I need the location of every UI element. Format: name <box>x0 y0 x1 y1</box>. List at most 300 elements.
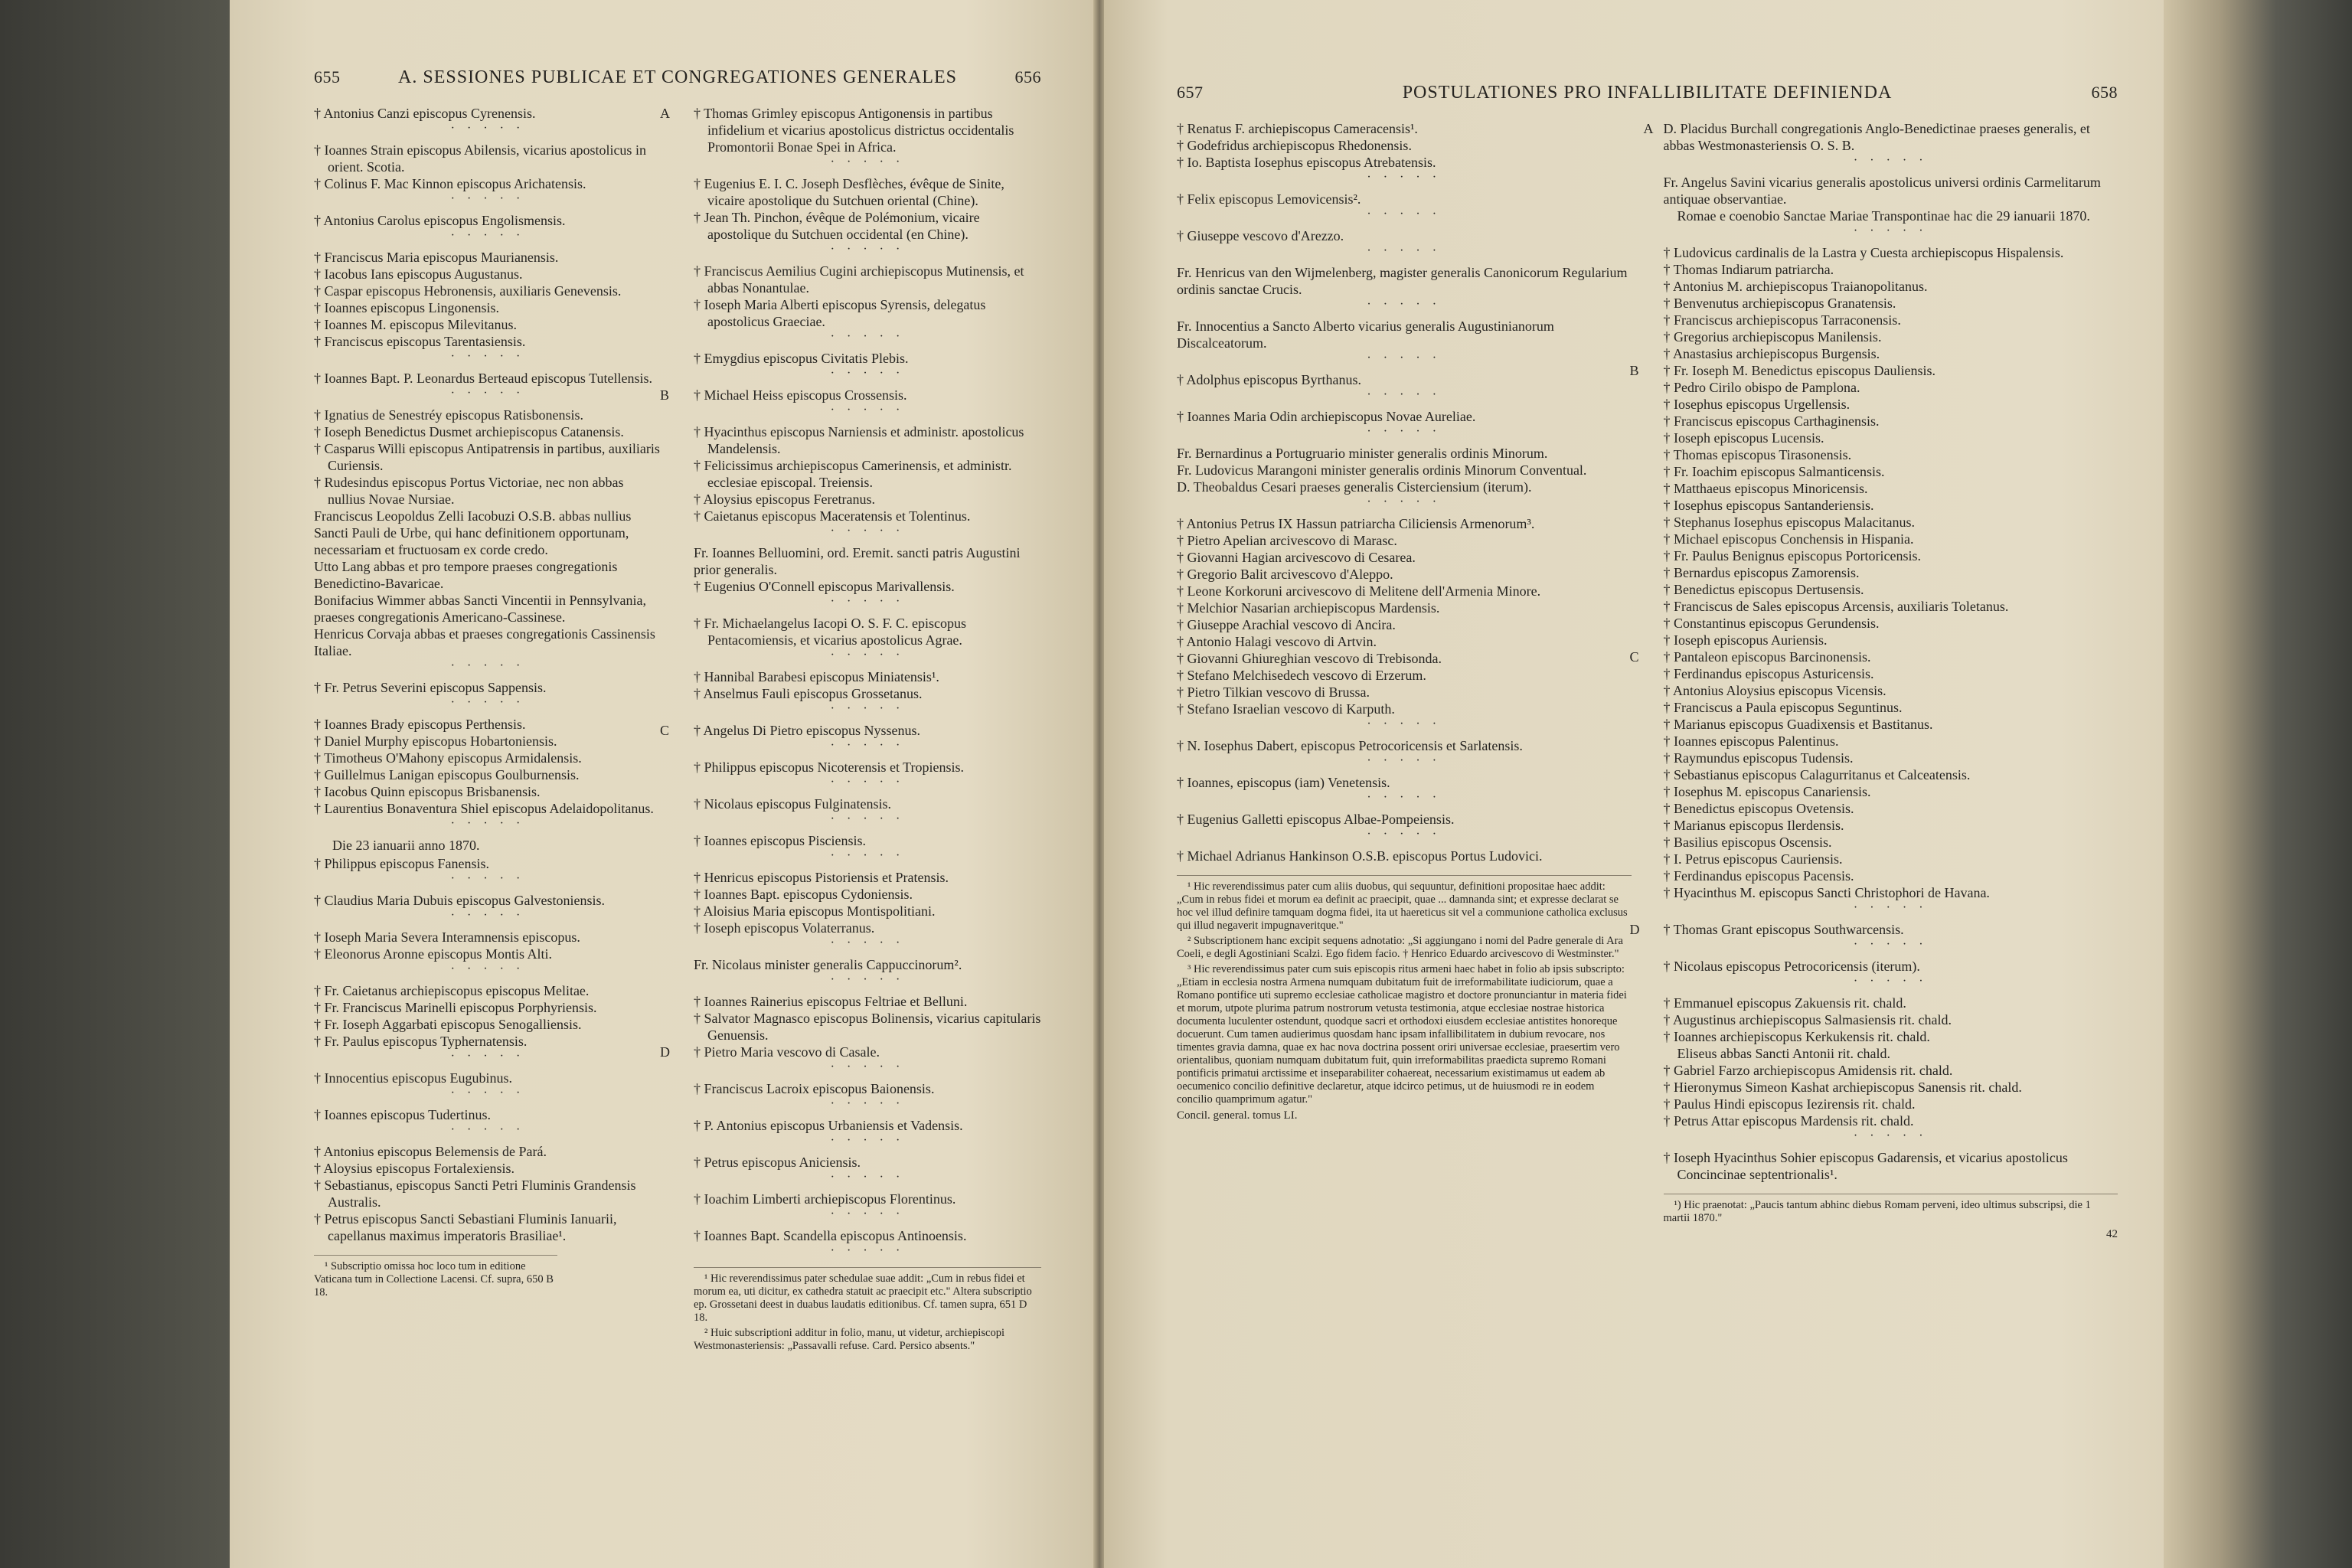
signatory-text: † Franciscus archiepiscopus Tarraconensis. <box>1663 312 1901 328</box>
ellipsis-separator: · · · · · <box>830 1171 905 1184</box>
signatory-entry <box>694 544 1041 578</box>
signatory-entry <box>314 982 662 999</box>
signatory-text: † Pietro Apelian arcivescovo di Marasc. <box>1177 533 1397 548</box>
ellipsis-separator: · · · · · <box>830 367 905 380</box>
signatory-text: † Hannibal Barabesi episcopus Miniatensis¹. <box>694 669 939 684</box>
signatory-entry: C † Pantaleon episcopus Barcinonensis. <box>1629 649 1871 665</box>
signatory-entry <box>314 592 662 626</box>
signatory-entry <box>1664 665 2118 682</box>
signatory-entry <box>314 1106 662 1123</box>
signatory-entry <box>694 296 1041 330</box>
signatory-text: † Pedro Cirilo obispo de Pamplona. <box>1663 380 1860 395</box>
signatory-text: † Caspar episcopus Hebronensis, auxiliaris Genevensis. <box>314 283 622 299</box>
signature-line <box>1177 1109 1632 1122</box>
signatory-text: † Stephanus Iosephus episcopus Malacitanus. <box>1663 514 1915 530</box>
signatory-text: † Fr. Franciscus Marinelli episcopus Porphyriensis. <box>314 1000 597 1015</box>
signatory-text: † Hieronymus Simeon Kashat archiepiscopus Sanensis rit. chald. <box>1663 1080 2022 1095</box>
signatory-text: † Anastasius archiepiscopus Burgensis. <box>1663 346 1880 361</box>
signatory-entry: B † Michael Heiss episcopus Crossensis. <box>660 387 907 403</box>
ellipsis-separator: · · · · · <box>450 1086 525 1099</box>
signatory-entry <box>314 333 662 350</box>
signatory-entry <box>1177 515 1632 532</box>
signatory-entry <box>1664 783 2118 800</box>
date-line: Die 23 ianuarii anno 1870. <box>332 838 480 853</box>
signatory-entry <box>694 685 1041 702</box>
signatory-text: † Antonius Carolus episcopus Engolismensis. <box>314 213 566 228</box>
signatory-entry <box>314 800 662 817</box>
signatory-entry <box>1177 227 1632 244</box>
signatory-entry <box>1664 1028 2118 1045</box>
signatory-entry <box>1177 599 1632 616</box>
right-running-head <box>1177 83 2118 103</box>
signatory-text: † Fr. Michaelangelus Iacopi O. S. F. C. episcopus Pentacomiensis, et vicarius apostolicus Agrae. <box>694 616 967 648</box>
right-page-column-2 <box>1629 120 2118 1241</box>
signatory-text: † Stefano Israelian vescovo di Karputh. <box>1177 701 1395 717</box>
signatory-text: † Philippus episcopus Nicoterensis et Tropiensis. <box>694 760 965 775</box>
signatory-entry <box>314 283 662 299</box>
signatory-text: † Ioannes episcopus Pisciensis. <box>694 833 866 848</box>
signatory-text: † Thomas Indiarum patriarcha. <box>1663 262 1834 277</box>
signatory-text: † Ferdinandus episcopus Pacensis. <box>1663 868 1854 884</box>
signatory-entry <box>314 679 662 696</box>
signatory-entry: D † Thomas Grant episcopus Southwarcensis. <box>1629 922 1904 937</box>
signatory-entry <box>1177 774 1632 791</box>
signatory-text: † Antonius episcopus Belemensis de Pará. <box>314 1144 547 1159</box>
signatory-text: † Gregorius archiepiscopus Manilensis. <box>1663 329 1882 345</box>
signatory-text: † Thomas episcopus Tirasonensis. <box>1663 447 1852 462</box>
signatory-entry <box>314 558 662 592</box>
signatory-text: † Franciscus a Paula episcopus Seguntinus. <box>1663 700 1903 715</box>
signatory-entry <box>314 370 662 387</box>
signatory-text: † Gregorio Balit arcivescovo d'Aleppo. <box>1177 567 1393 582</box>
signatory-entry <box>694 615 1041 648</box>
signatory-entry <box>314 892 662 909</box>
signatory-text: † Thomas Grimley episcopus Antigonensis in partibus infidelium et vicarius apostolicus districtus occidentalis Promontorii Bonae Spei in Africa. <box>694 106 1014 155</box>
signatory-entry <box>314 474 662 508</box>
signatory-entry <box>1177 684 1632 701</box>
signatory-entry <box>1664 413 2118 430</box>
signatory-text: † Marianus episcopus Ilerdensis. <box>1663 818 1844 833</box>
ellipsis-separator: · · · · · <box>450 1123 525 1136</box>
signatory-text: † Eleonorus Aronne episcopus Montis Alti. <box>314 946 552 962</box>
signatory-text: † N. Iosephus Dabert, episcopus Petrocoricensis et Sarlatensis. <box>1177 738 1523 753</box>
signatory-text: Bonifacius Wimmer abbas Sancti Vincentii in Pennsylvania, praeses congregationis Americano-Cassinese. <box>314 593 646 625</box>
signatory-text: † Ignatius de Senestréy episcopus Ratisbonensis. <box>314 407 583 423</box>
signatory-entry <box>1177 616 1632 633</box>
footnote: ¹ Hic reverendissimus pater cum aliis duobus, qui sequuntur, definitioni propositae haec addit: „Cum in rebus fidei et morum ea definit ac praecipit, quae ... damnanda sint; et expresse declarat se hoc vel illud definire tamquam dogma fidei, ita ut haereticus sit vel a communione catholica exclusus qui illud negaverit impugnaveritque." <box>1177 880 1628 932</box>
ellipsis-separator: · · · · · <box>1853 154 1928 167</box>
signatory-entry <box>1664 884 2118 901</box>
ellipsis-separator: · · · · · <box>830 1097 905 1110</box>
volume-signature: Concil. general. tomus LI. <box>1177 1109 1298 1122</box>
signatory-entry <box>1664 497 2118 514</box>
signatory-text: † Colinus F. Mac Kinnon episcopus Arichatensis. <box>314 176 586 191</box>
signatory-text: † Pietro Maria vescovo di Casale. <box>694 1044 880 1060</box>
signatory-entry <box>314 1160 662 1177</box>
signatory-entry <box>1177 549 1632 566</box>
signatory-entry <box>694 1010 1041 1044</box>
signatory-entry <box>314 249 662 266</box>
signatory-entry <box>314 783 662 800</box>
signatory-entry: B † Fr. Ioseph M. Benedictus episcopus Dauliensis. <box>1629 363 1936 378</box>
signatory-text: † Henricus episcopus Pistoriensis et Pratensis. <box>694 870 949 885</box>
signatory-text: † Ioseph episcopus Auriensis. <box>1663 632 1828 648</box>
signatory-entry <box>1664 396 2118 413</box>
signatory-text: † Philippus episcopus Fanensis. <box>314 856 490 871</box>
signatory-text: † Ioannes Bapt. Scandella episcopus Antinoensis. <box>694 1228 967 1243</box>
signatory-text: † Ioseph Maria Alberti episcopus Syrensis, delegatus apostolicus Graeciae. <box>694 297 986 329</box>
signatory-entry <box>314 1016 662 1033</box>
signatory-entry: D † Pietro Maria vescovo di Casale. <box>660 1044 880 1060</box>
signatory-text: † Hyacinthus episcopus Narniensis et administr. apostolicus Mandelensis. <box>694 424 1024 456</box>
signatory-text: † Ioannes Bapt. episcopus Cydoniensis. <box>694 887 913 902</box>
signatory-entry <box>1177 532 1632 549</box>
signatory-text: † Fr. Ioseph Aggarbati episcopus Senogalliensis. <box>314 1017 582 1032</box>
ellipsis-separator: · · · · · <box>1367 388 1442 401</box>
signatory-text: † Laurentius Bonaventura Shiel episcopus Adelaidopolitanus. <box>314 801 654 816</box>
ellipsis-separator: · · · · · <box>450 909 525 922</box>
signatory-text: † Ioseph Benedictus Dusmet archiepiscopus Catanensis. <box>314 424 624 439</box>
left-page <box>230 0 1095 1568</box>
footnote: ¹) Hic praenotat: „Paucis tantum abhinc diebus Romam perveni, ideo ultimus subscripsi, die 1 martii 1870." <box>1663 1199 2091 1224</box>
signatory-text: † Petrus episcopus Sancti Sebastiani Fluminis Ianuarii, capellanus maximus imperatoris Brasiliae¹. <box>314 1211 617 1243</box>
ellipsis-separator: · · · · · <box>1853 975 1928 988</box>
signatory-text: † Antonius M. archiepiscopus Traianopolitanus. <box>1663 279 1928 294</box>
signatory-text: † Timotheus O'Mahony episcopus Armidalensis. <box>314 750 582 766</box>
signatory-entry <box>314 316 662 333</box>
signatory-text: † Antonius Aloysius episcopus Vicensis. <box>1663 683 1886 698</box>
signatory-text: † Raymundus episcopus Tudensis. <box>1663 750 1854 766</box>
right-page-title: POSTULATIONES PRO INFALLIBILITATE DEFINIENDA <box>1402 83 1893 103</box>
margin-section-letter: A <box>1643 121 1654 136</box>
signatory-entry <box>314 440 662 474</box>
signatory-text: † Claudius Maria Dubuis episcopus Galvestoniensis. <box>314 893 605 908</box>
signatory-entry <box>1664 278 2118 295</box>
signatory-entry <box>314 626 662 659</box>
signatory-text: † Fr. Petrus Severini episcopus Sappensis. <box>314 680 547 695</box>
signatory-entry <box>1664 295 2118 312</box>
signatory-text: † Caietanus episcopus Maceratensis et Tolentinus. <box>694 508 971 524</box>
signatory-entry <box>1177 120 1632 137</box>
ellipsis-separator: · · · · · <box>830 849 905 862</box>
signatory-entry <box>1664 174 2118 207</box>
signatory-text: † Ioannes archiepiscopus Kerkukensis rit. chald. <box>1663 1029 1930 1044</box>
signatory-text: † Antonius Petrus IX Hassun patriarcha Ciliciensis Armenorum³. <box>1177 516 1535 531</box>
ellipsis-separator: · · · · · <box>1367 791 1442 804</box>
signatory-text: † Benedictus episcopus Dertusensis. <box>1663 582 1864 597</box>
signatory-text: Romae e coenobio Sanctae Mariae Transpontinae hac die 29 ianuarii 1870. <box>1677 208 2090 224</box>
signatory-text: † Guillelmus Lanigan episcopus Goulburnensis. <box>314 767 580 782</box>
signatory-entry <box>1664 480 2118 497</box>
ellipsis-separator: · · · · · <box>830 595 905 608</box>
signatory-entry <box>694 886 1041 903</box>
signatory-entry <box>314 999 662 1016</box>
signatory-entry <box>1664 244 2118 261</box>
signatory-text: † Petrus episcopus Aniciensis. <box>694 1155 861 1170</box>
signatory-text: † Franciscus episcopus Tarentasiensis. <box>314 334 526 349</box>
signatory-entry <box>314 1210 662 1244</box>
ellipsis-separator: · · · · · <box>450 962 525 975</box>
signatory-entry <box>314 855 662 872</box>
signatory-text: Fr. Angelus Savini vicarius generalis apostolicus universi ordinis Carmelitarum antiquae observantiae. <box>1663 175 2101 207</box>
left-col2-footnotes <box>694 1267 1041 1353</box>
signatory-text: † Leone Korkoruni arcivescovo di Melitene dell'Armenia Minore. <box>1177 583 1541 599</box>
page-number-658: 658 <box>2091 83 2118 102</box>
signatory-entry <box>314 766 662 783</box>
signatory-text: † Franciscus de Sales episcopus Arcensis, auxiliaris Toletanus. <box>1663 599 2009 614</box>
signatory-text: † Antonius Canzi episcopus Cyrenensis. <box>314 106 536 121</box>
signatory-text: Fr. Henricus van den Wijmelenberg, magister generalis Canonicorum Regularium ordinis sanctae Crucis. <box>1177 265 1628 297</box>
signatory-text: Fr. Innocentius a Sancto Alberto vicarius generalis Augustinianorum Discalceatorum. <box>1177 318 1554 351</box>
signatory-entry: C † Angelus Di Pietro episcopus Nyssenus. <box>660 723 920 738</box>
ellipsis-separator: · · · · · <box>1853 1129 1928 1142</box>
left-page-column-2 <box>660 105 1041 1355</box>
signatory-text: † Marianus episcopus Guadixensis et Bastitanus. <box>1663 717 1933 732</box>
ellipsis-separator: · · · · · <box>830 973 905 986</box>
ellipsis-separator: · · · · · <box>1853 938 1928 951</box>
signatory-entry <box>1664 261 2118 278</box>
right-col2-footnotes <box>1664 1194 2118 1241</box>
signatory-entry <box>314 716 662 733</box>
ellipsis-separator: · · · · · <box>830 1134 905 1147</box>
signatory-text: † Felicissimus archiepiscopus Camerinensis, et administr. ecclesiae episcopal. Treiensis. <box>694 458 1012 490</box>
signatory-entry <box>1177 650 1632 667</box>
signatory-text: † Franciscus Maria episcopus Maurianensis. <box>314 250 559 265</box>
page-number-655: 655 <box>314 67 341 87</box>
signatory-entry <box>1664 446 2118 463</box>
ellipsis-separator: · · · · · <box>1367 171 1442 184</box>
signatory-entry <box>694 1117 1041 1134</box>
signatory-entry <box>314 175 662 192</box>
signatory-entry <box>314 1070 662 1086</box>
signatory-text: D. Placidus Burchall congregationis Anglo-Benedictinae praeses generalis, et abbas Westmonasteriensis O. S. B. <box>1663 121 2090 153</box>
signatory-text: † Sebastianus episcopus Calagurritanus et Calceatensis. <box>1663 767 1971 782</box>
signatory-entry <box>314 929 662 946</box>
ellipsis-separator: · · · · · <box>830 648 905 662</box>
signatory-text: † Franciscus Lacroix episcopus Baionensis. <box>694 1081 935 1096</box>
signatory-text: † Io. Baptista Iosephus episcopus Atrebatensis. <box>1177 155 1436 170</box>
signatory-text: † Thomas Grant episcopus Southwarcensis. <box>1663 922 1904 937</box>
signatory-entry <box>694 578 1041 595</box>
ellipsis-separator: · · · · · <box>450 817 525 830</box>
ellipsis-separator: · · · · · <box>450 387 525 400</box>
signatory-entry <box>694 832 1041 849</box>
signatory-text: Henricus Corvaja abbas et praeses congregationis Cassinensis Italiae. <box>314 626 655 658</box>
signatory-text: † Eugenius Galletti episcopus Albae-Pompeiensis. <box>1177 812 1455 827</box>
ellipsis-separator: · · · · · <box>830 330 905 343</box>
signatory-text: † Emmanuel episcopus Zakuensis rit. chald. <box>1663 995 1906 1011</box>
signatory-text: † Nicolaus episcopus Fulginatensis. <box>694 796 891 812</box>
signatory-entry <box>694 668 1041 685</box>
footnote: ² Subscriptionem hanc excipit sequens adnotatio: „Si aggiungano i nomi del Padre generale di Ara Coeli, e degli Agostiniani Scalzi. Ego fidem facio. † Henrico Eduardo arcivescovo di Westminster." <box>1177 935 1623 960</box>
left-running-head <box>314 67 1041 88</box>
signatory-entry <box>1664 817 2118 834</box>
ellipsis-separator: · · · · · <box>1853 224 1928 237</box>
signatory-text: † Jean Th. Pinchon, évêque de Polémonium, vicaire apostolique du Sutchuen occidental (en Chine). <box>694 210 980 242</box>
signatory-text: Eliseus abbas Sancti Antonii rit. chald. <box>1677 1046 1890 1061</box>
signatory-entry <box>694 1191 1041 1207</box>
signatory-entry <box>314 750 662 766</box>
signatory-entry <box>1664 379 2118 396</box>
signatory-text: Fr. Ioannes Belluomini, ord. Eremit. sancti patris Augustini prior generalis. <box>694 545 1021 577</box>
signatory-text: † Fr. Paulus Benignus episcopus Portoricensis. <box>1663 548 1921 564</box>
ellipsis-separator: · · · · · <box>830 702 905 715</box>
signatory-entry <box>1177 191 1632 207</box>
signatory-entry <box>1177 154 1632 171</box>
signatory-entry <box>1177 633 1632 650</box>
signatory-entry <box>694 263 1041 296</box>
signatory-entry <box>314 266 662 283</box>
signatory-text: † Aloysius episcopus Fortalexiensis. <box>314 1161 514 1176</box>
signatory-text: † Eugenius O'Connell episcopus Marivallensis. <box>694 579 955 594</box>
signatory-entry <box>694 956 1041 973</box>
signatory-text: † Fr. Ioseph M. Benedictus episcopus Dauliensis. <box>1663 363 1936 378</box>
signatory-entry <box>1664 531 2118 547</box>
ellipsis-separator: · · · · · <box>450 872 525 885</box>
signatory-entry <box>1177 462 1632 479</box>
signatory-entry <box>314 733 662 750</box>
ellipsis-separator: · · · · · <box>450 659 525 672</box>
signatory-text: † Ioannes episcopus Tudertinus. <box>314 1107 491 1122</box>
signatory-entry <box>1664 958 2118 975</box>
ellipsis-separator: · · · · · <box>1367 425 1442 438</box>
signatory-text: † Daniel Murphy episcopus Hobartoniensis. <box>314 733 557 749</box>
signatory-entry <box>314 423 662 440</box>
signatory-entry <box>1664 430 2118 446</box>
signatory-entry <box>1664 682 2118 699</box>
signatory-entry <box>314 1033 662 1050</box>
signatory-text: † Iacobus Ians episcopus Augustanus. <box>314 266 523 282</box>
page-number-657: 657 <box>1177 83 1204 102</box>
ellipsis-separator: · · · · · <box>830 1207 905 1220</box>
ellipsis-separator: · · · · · <box>1367 495 1442 508</box>
ellipsis-separator: · · · · · <box>1367 207 1442 220</box>
ellipsis-separator: · · · · · <box>1367 298 1442 311</box>
signatory-text: † Augustinus archiepiscopus Salmasiensis rit. chald. <box>1663 1012 1952 1027</box>
signatory-text: † Ioannes Rainerius episcopus Feltriae et Belluni. <box>694 994 968 1009</box>
signatory-text: † Michael episcopus Conchensis in Hispania. <box>1663 531 1914 547</box>
signatory-entry <box>1664 463 2118 480</box>
signatory-text: † Antonio Halagi vescovo di Artvin. <box>1177 634 1377 649</box>
signatory-entry <box>314 508 662 558</box>
signatory-entry <box>1664 834 2118 851</box>
signatory-entry <box>1177 566 1632 583</box>
signatory-text: † Ioseph episcopus Lucensis. <box>1663 430 1824 446</box>
signatory-entry <box>1664 564 2118 581</box>
signatory-text: † Basilius episcopus Oscensis. <box>1663 835 1832 850</box>
signatory-entry <box>694 209 1041 243</box>
signatory-text: † Fr. Ioachim episcopus Salmanticensis. <box>1663 464 1885 479</box>
signatory-entry <box>1664 1062 2118 1079</box>
signatory-entry <box>694 175 1041 209</box>
signatory-entry <box>1664 581 2118 598</box>
signatory-text: † Ioseph Hyacinthus Sohier episcopus Gadarensis, et vicarius apostolicus Concincinae septentrionalis¹. <box>1663 1150 2068 1182</box>
signatory-entry <box>1664 766 2118 783</box>
signatory-text: Utto Lang abbas et pro tempore praeses congregationis Benedictino-Bavaricae. <box>314 559 618 591</box>
signatory-text: † Iosephus episcopus Urgellensis. <box>1663 397 1851 412</box>
right-page-column-1 <box>1177 120 1632 1241</box>
signatory-entry <box>1664 312 2118 328</box>
signatory-text: † Salvator Magnasco episcopus Bolinensis, vicarius capitularis Genuensis. <box>694 1011 1041 1043</box>
signatory-entry <box>314 299 662 316</box>
signatory-text: † Emygdius episcopus Civitatis Plebis. <box>694 351 909 366</box>
signatory-text: † Ioseph episcopus Volaterranus. <box>694 920 875 936</box>
signatory-entry <box>694 869 1041 886</box>
signatory-text: Fr. Ludovicus Marangoni minister generalis ordinis Minorum Conventual. <box>1177 462 1587 478</box>
signatory-text: † Michael Adrianus Hankinson O.S.B. episcopus Portus Ludovici. <box>1177 848 1543 864</box>
ellipsis-separator: · · · · · <box>450 122 525 135</box>
page-number-656: 656 <box>1014 67 1041 87</box>
signatory-entry <box>1177 667 1632 684</box>
signatory-entry <box>1177 701 1632 717</box>
signatory-entry <box>1664 1011 2118 1028</box>
signatory-text: † Petrus Attar episcopus Mardensis rit. chald. <box>1663 1113 1914 1129</box>
signatory-text: † Iosephus episcopus Santanderiensis. <box>1663 498 1874 513</box>
signatory-text: † Stefano Melchisedech vescovo di Erzerum. <box>1177 668 1426 683</box>
signatory-text: † Giovanni Ghiureghian vescovo di Trebisonda. <box>1177 651 1442 666</box>
ellipsis-separator: · · · · · <box>1367 244 1442 257</box>
signatory-entry <box>694 508 1041 524</box>
signatory-text: † Iacobus Quinn episcopus Brisbanensis. <box>314 784 541 799</box>
signatory-text: † Ioannes Maria Odin archiepiscopus Novae Aureliae. <box>1177 409 1476 424</box>
signatory-entry <box>314 1177 662 1210</box>
signatory-text: † Gabriel Farzo archiepiscopus Amidensis rit. chald. <box>1663 1063 1953 1078</box>
signatory-text: † Giovanni Hagian arcivescovo di Cesarea. <box>1177 550 1416 565</box>
ellipsis-separator: · · · · · <box>830 403 905 416</box>
right-col1-footnotes <box>1177 875 1632 1122</box>
signatory-entry <box>1664 699 2118 716</box>
signatory-text: † Felix episcopus Lemovicensis². <box>1177 191 1361 207</box>
signatory-entry <box>1177 848 1632 864</box>
signatory-text: † Ioannes Strain episcopus Abilensis, vicarius apostolicus in orient. Scotia. <box>314 142 646 175</box>
signatory-entry <box>314 212 662 229</box>
signatory-text: † Fr. Caietanus archiepiscopus episcopus Melitae. <box>314 983 590 998</box>
signatory-entry <box>1664 514 2118 531</box>
signatory-entry: A † Thomas Grimley episcopus Antigonensis in partibus infidelium et vicarius apostolicus districtus occidentalis Promontorii Bonae Spei in Africa. <box>660 106 1014 155</box>
signatory-entry <box>694 1154 1041 1171</box>
signatory-text: † Benedictus episcopus Ovetensis. <box>1663 801 1854 816</box>
signatory-entry <box>1664 995 2118 1011</box>
signatory-text: † Paulus Hindi episcopus Iezirensis rit. chald. <box>1663 1096 1916 1112</box>
footnote: ¹ Subscriptio omissa hoc loco tum in editione Vaticana tum in Collectione Lacensi. Cf. supra, 650 B 18. <box>314 1260 554 1298</box>
ellipsis-separator: · · · · · <box>1367 828 1442 841</box>
signatory-text: † Bernardus episcopus Zamorensis. <box>1663 565 1860 580</box>
signatory-text: † Franciscus episcopus Carthaginensis. <box>1663 413 1880 429</box>
signatory-entry <box>1664 800 2118 817</box>
ellipsis-separator: · · · · · <box>830 1244 905 1257</box>
signatory-entry <box>1664 207 2118 224</box>
signatory-text: † Hyacinthus M. episcopus Sancti Christophori de Havana. <box>1663 885 1990 900</box>
signatory-text: † Fr. Paulus episcopus Typhernatensis. <box>314 1034 528 1049</box>
signatory-text: † Constantinus episcopus Gerundensis. <box>1663 616 1880 631</box>
signatory-entry <box>1664 547 2118 564</box>
footnote: ¹ Hic reverendissimus pater schedulae suae addit: „Cum in rebus fidei et morum ea, uti dicitur, ex cathedra statuit ac praecipit etc." Altera subscriptio ep. Grossetani deest in duabus laudatis editionibus. Cf. tamen supra, 651 D 18. <box>694 1272 1032 1324</box>
sheet-signature: 42 <box>2106 1228 2118 1240</box>
signatory-entry <box>1664 328 2118 345</box>
ellipsis-separator: · · · · · <box>830 776 905 789</box>
signatory-entry <box>1177 445 1632 462</box>
ellipsis-separator: · · · · · <box>1853 901 1928 914</box>
footnote: ³ Hic reverendissimus pater cum suis episcopis ritus armeni haec habet in folio ab ipsis subscripto: „Etiam in ecclesia nostra Armena numquam dubitatum fuit de irreformabilitate iudiciorum, quae a Romano pontifice uti supremo ecclesiae catholicae magistro et doctore pronunciantur in materia fidei et morum, utpote plurima patrum nostrorum vetusta testimonia, atque ecclesiae nostrae historica documenta luculenter ostendunt, quodque sacri et orthodoxi eiusdem ecclesiae antistites honoreque docuerunt. Cum tamen audierimus quosdam hanc ipsam infallibilitatem in dubium revocare, nos timentes gravia damna, quae ex hac nova doctrina possent oriri universae ecclesiae, praesertim vero orientalibus, quoniam numquam dubitatum fuit, quin irreformabilitas praedicta supremo Romani pontificis primatui arctissime et inseparabiliter cohaereat, necessarium existimamus ut eadem ab oecumenico concilio definitive declaretur, atque idcirco petimus, ut de huiusmodi re in eodem concilio quamprimum agatur." <box>1177 963 1627 1106</box>
ellipsis-separator: · · · · · <box>450 1050 525 1063</box>
signatory-text: † Nicolaus episcopus Petrocoricensis (iterum). <box>1663 959 1920 974</box>
signatory-entry <box>694 1227 1041 1244</box>
signatory-text: † Ioannes Bapt. P. Leonardus Berteaud episcopus Tutellensis. <box>314 371 652 386</box>
signatory-entry <box>1664 867 2118 884</box>
signatory-entry <box>1664 615 2118 632</box>
signatory-entry <box>314 105 662 122</box>
signatory-text: D. Theobaldus Cesari praeses generalis Cisterciensium (iterum). <box>1177 479 1532 495</box>
